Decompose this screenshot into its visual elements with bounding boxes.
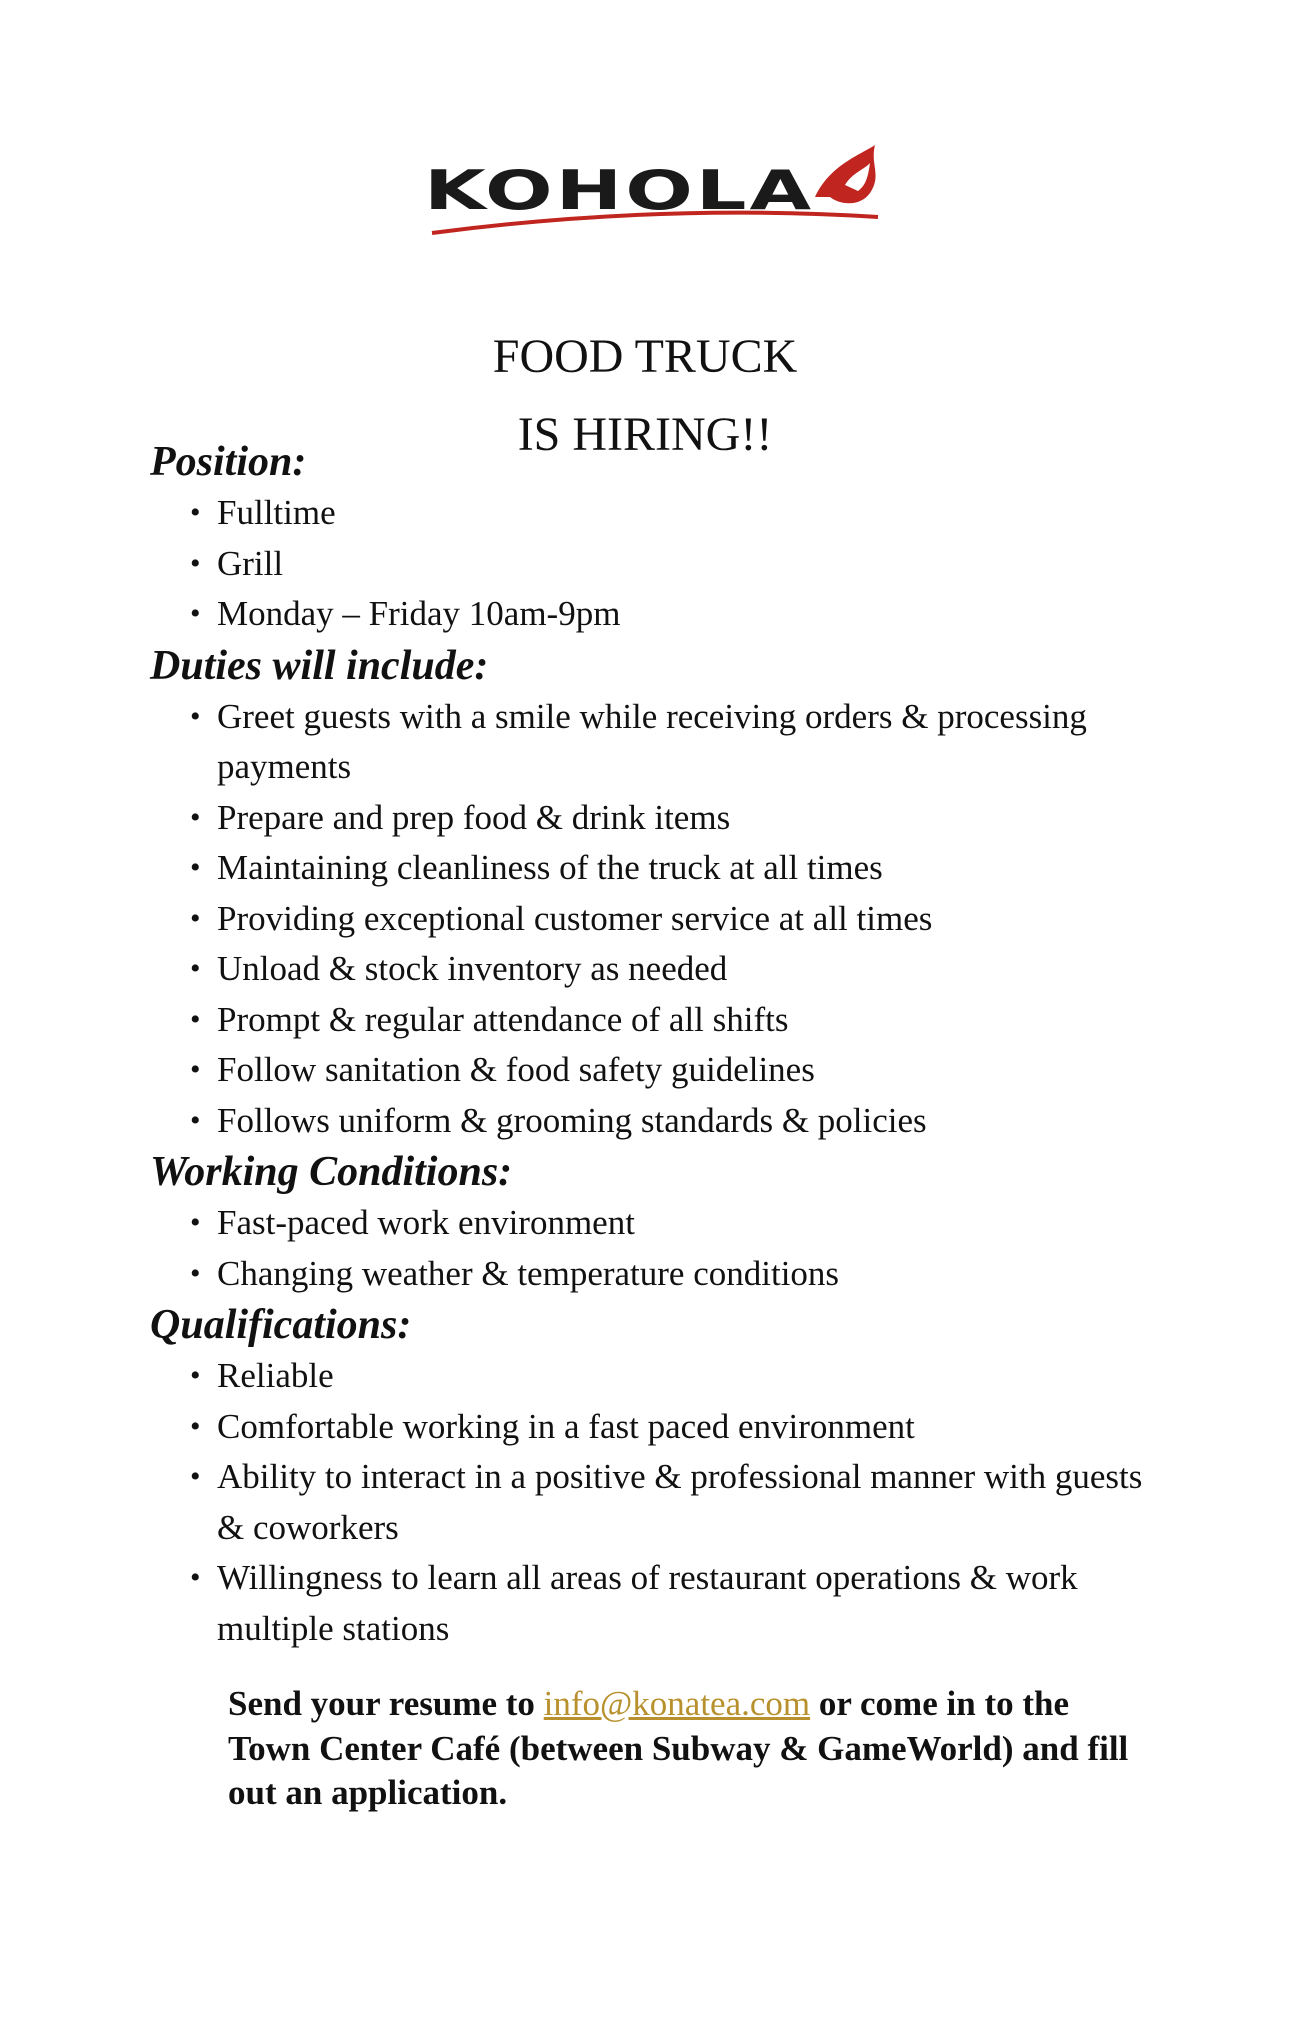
list-item [190,995,1190,1046]
list-item [190,1402,1190,1453]
bullet-icon: • [190,1460,201,1493]
bullet-icon: • [190,800,201,834]
position-list [190,488,1190,640]
list-item-text: Reliable [217,1356,334,1395]
list-item [190,589,1190,640]
bullet-icon: • [190,597,201,630]
bullet-icon: • [190,1256,201,1290]
list-item-text: Fulltime [217,493,336,532]
list-item-text: Providing exceptional customer service at all times [217,898,933,938]
duties-list [190,692,1190,1147]
list-item [190,843,1190,894]
list-item-text: Changing weather & temperature conditions [217,1253,840,1293]
bullet-icon: • [190,1206,201,1239]
list-item-text: Comfortable working in a fast paced environment [217,1406,915,1446]
list-item [190,488,1190,539]
closing-suffix: or come in to the Town Center Café (between Subway & GameWorld) and fill out an application. [228,1684,1129,1812]
list-item-text: Prepare and prep food & drink items [217,797,731,837]
list-item [190,944,1190,995]
qualifications-list [190,1351,1190,1654]
bullet-icon: • [190,952,201,985]
duties-heading: Duties will include: [150,642,489,689]
list-item [190,1198,1190,1249]
list-item [190,1452,1190,1553]
list-item-text: Greet guests with a smile while receiving orders & processing payments [217,696,1087,786]
bullet-icon: • [190,851,201,884]
brand-logo-graphic [420,135,880,245]
list-item-text: Willingness to learn all areas of restaurant operations & work multiple stations [217,1558,1078,1648]
list-item-text: Ability to interact in a positive & professional manner with guests & coworkers [217,1457,1143,1547]
closing-prefix: Send your resume to [228,1684,535,1723]
list-item [190,1096,1190,1147]
list-item-text: Follow sanitation & food safety guidelines [217,1050,815,1089]
list-item [190,1045,1190,1096]
application-instructions [228,1682,1148,1816]
bullet-icon: • [190,1359,201,1392]
list-item [190,692,1190,793]
position-heading: Position: [150,439,307,485]
list-item-text: Maintaining cleanliness of the truck at all times [217,848,883,887]
list-item [190,1351,1190,1402]
bullet-icon: • [190,546,201,580]
list-item-text: Follows uniform & grooming standards & policies [217,1100,927,1140]
list-item-text: Monday – Friday 10am-9pm [217,594,621,633]
list-item-text: Grill [217,543,284,583]
job-details [150,436,1190,1654]
logo-wordmark: KOHOLA [424,159,814,222]
bullet-icon: • [190,901,201,935]
bullet-icon: • [190,1409,201,1443]
list-item [190,894,1190,945]
bullet-icon: • [190,496,201,529]
working-conditions-list [190,1198,1190,1299]
bullet-icon: • [190,1002,201,1036]
email-link[interactable]: info@konatea.com [543,1684,811,1723]
list-item-text: Unload & stock inventory as needed [217,949,728,988]
qualifications-heading: Qualifications: [150,1302,412,1348]
list-item-text: Fast-paced work environment [217,1203,635,1242]
working-conditions-heading: Working Conditions: [150,1149,513,1195]
title-line-1: FOOD TRUCK [492,330,798,383]
list-item [190,539,1190,590]
brand-logo [420,135,880,245]
title-line-2: IS HIRING!! [517,408,773,461]
list-item [190,1249,1190,1300]
list-item [190,793,1190,844]
bullet-icon: • [190,699,201,733]
list-item-text: Prompt & regular attendance of all shifts [217,999,789,1039]
bullet-icon: • [190,1561,201,1594]
bullet-icon: • [190,1053,201,1086]
list-item [190,1553,1190,1654]
bullet-icon: • [190,1103,201,1137]
